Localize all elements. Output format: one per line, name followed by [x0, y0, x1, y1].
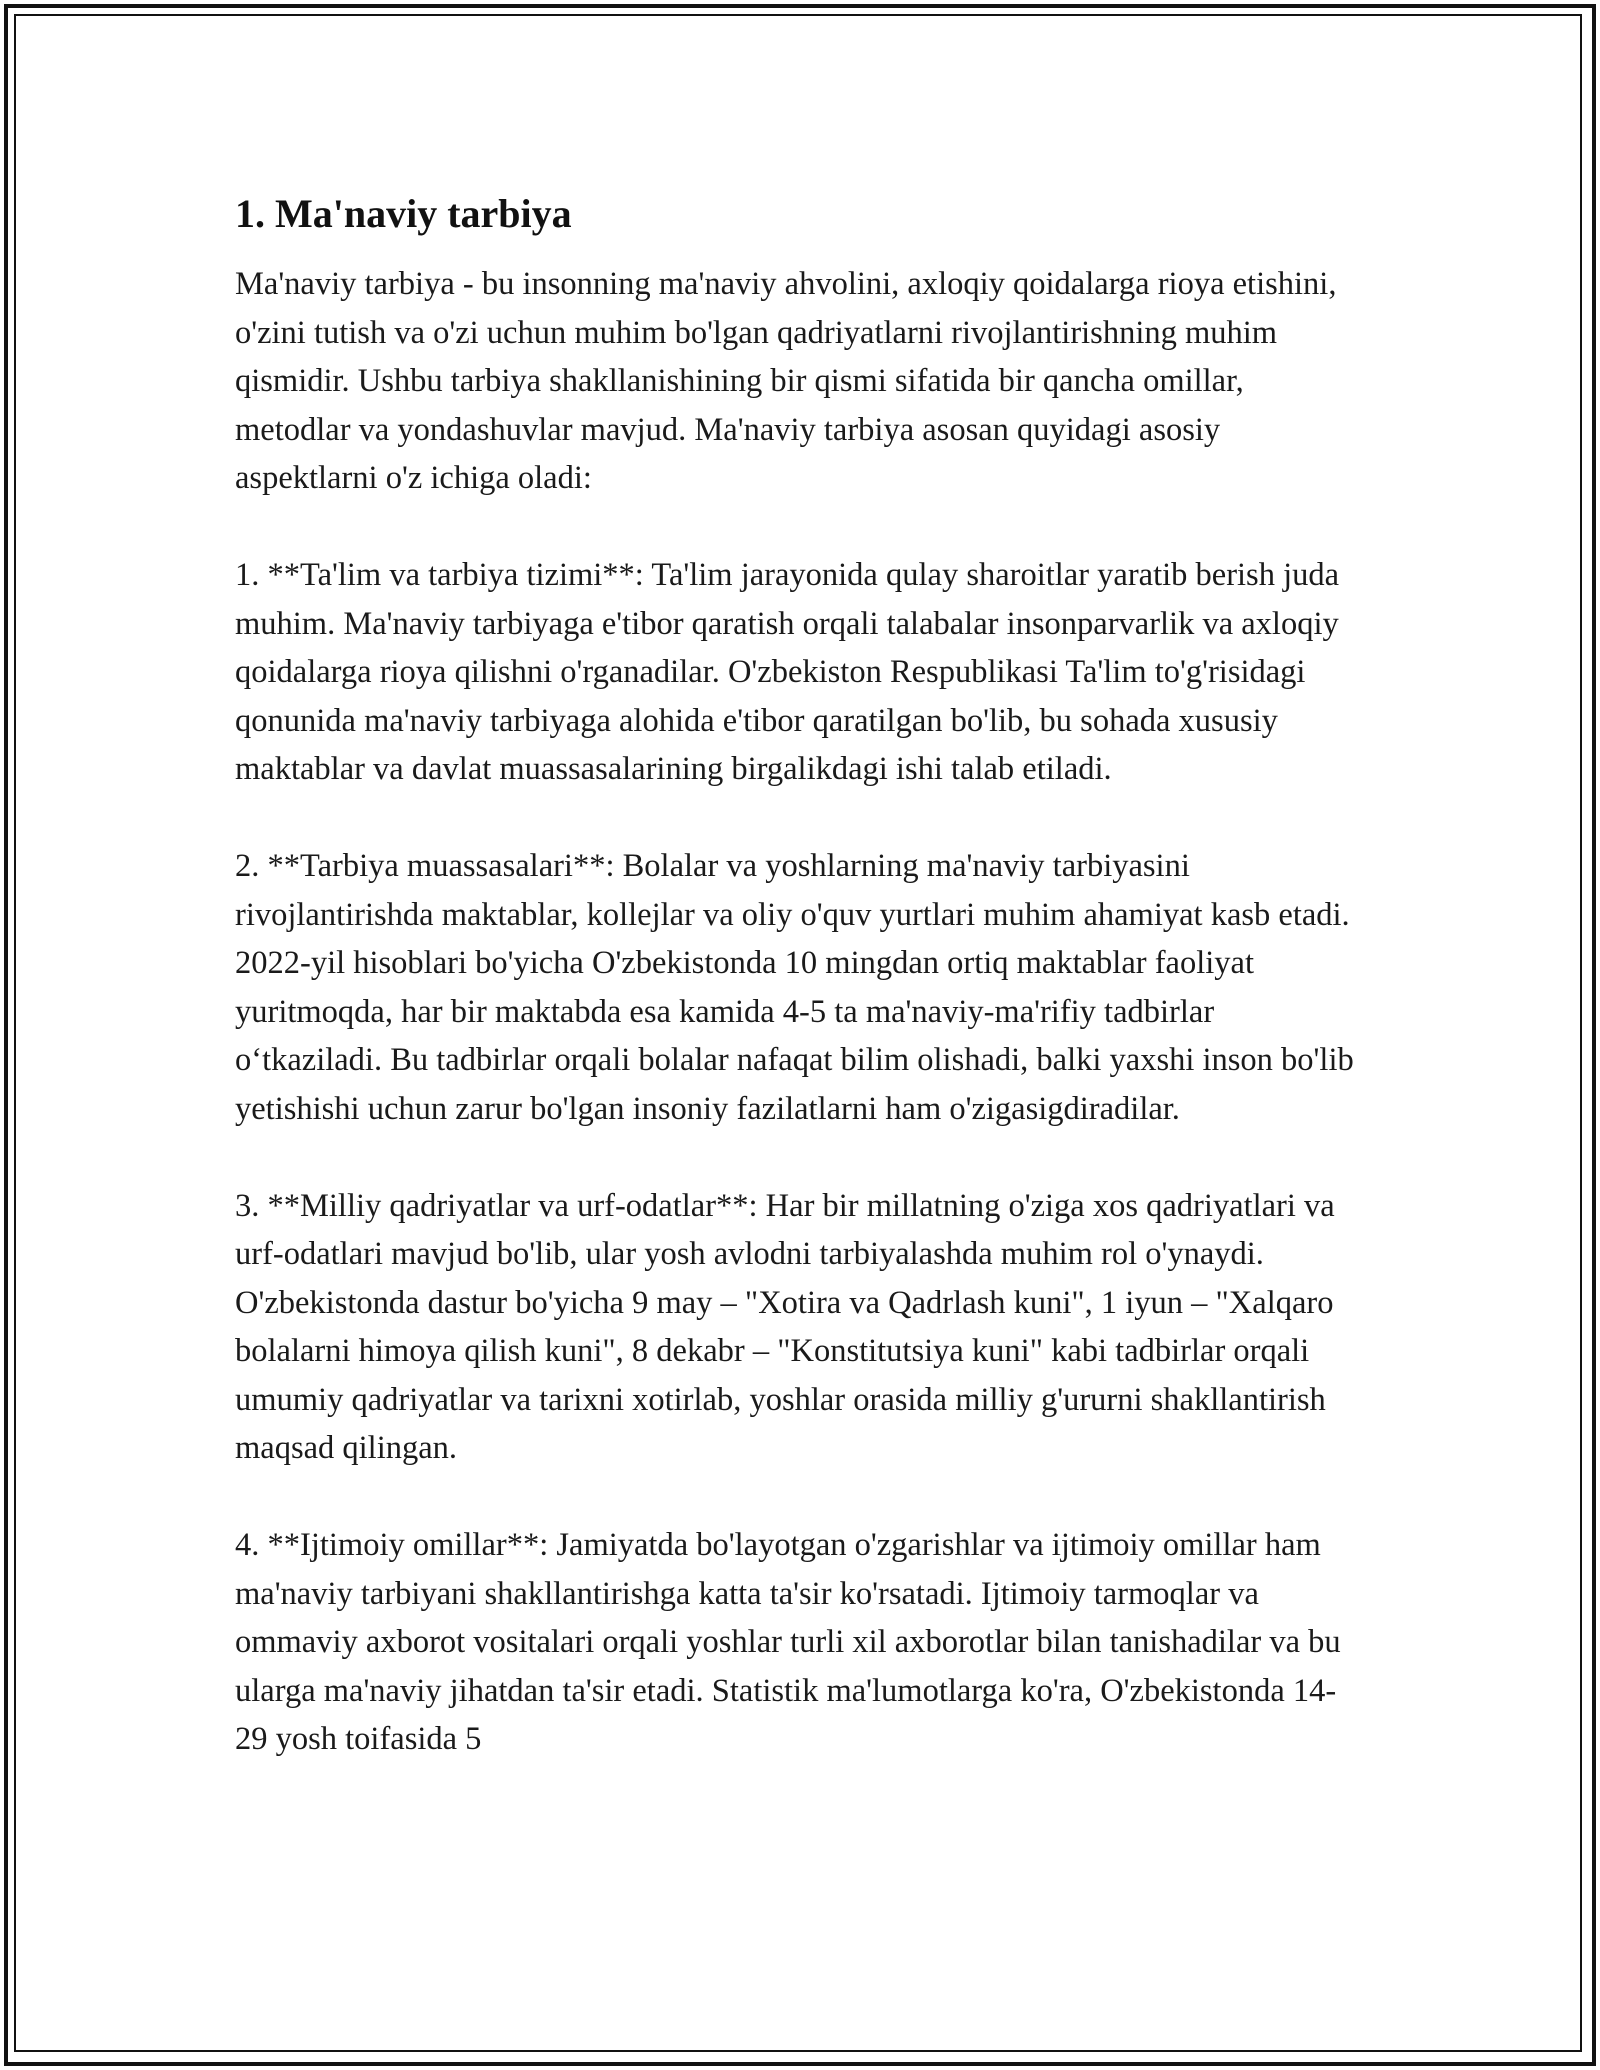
section-heading: 1. Ma'naviy tarbiya — [235, 191, 572, 236]
list-item-social-factors: 4. **Ijtimoiy omillar**: Jamiyatda bo'layotgan o'zgarishlar va ijtimoiy omillar ham ma'naviy tarbiyani shakllantirishga katta ta'sir ko'rsatadi. Ijtimoiy tarmoqlar va ommaviy axborot vositalari orqali yoshlar turli xil axborotlar bilan tanishadilar va bu ularga ma'naviy jihatdan ta'sir etadi. Statistik ma'lumotlarga ko'ra, O'zbekistonda 14-29 yosh toifasida 5 — [235, 1527, 1341, 1757]
intro-paragraph: Ma'naviy tarbiya - bu insonning ma'naviy ahvolini, axloqiy qoidalarga rioya etishini, o'zini tutish va o'zi uchun muhim bo'lgan qadriyatlarni rivojlantirishning muhim qismidir. Ushbu tarbiya shakllanishining bir qismi sifatida bir qancha omillar, metodlar va yondashuvlar mavjud. Ma'naviy tarbiya asosan quyidagi asosiy aspektlarni o'z ichiga oladi: — [235, 266, 1337, 496]
list-item-national-values: 3. **Milliy qadriyatlar va urf-odatlar**: Har bir millatning o'ziga xos qadriyatlari va urf-odatlari mavjud bo'lib, ular yosh avlodni tarbiyalashda muhim rol o'ynaydi. O'zbekistonda dastur bo'yicha 9 may – "Xotira va Qadrlash kuni", 1 iyun – "Xalqaro bolalarni himoya qilish kuni", 8 dekabr – "Konstitutsiya kuni" kabi tadbirlar orqali umumiy qadriyatlar va tarixni xotirlab, yoshlar orasida milliy g'ururni shakllantirish maqsad qilingan. — [235, 1187, 1335, 1466]
list-item-institutions: 2. **Tarbiya muassasalari**: Bolalar va yoshlarning ma'naviy tarbiyasini rivojlantirishda maktablar, kollejlar va oliy o'quv yurtlari muhim ahamiyat kasb etadi. 2022-yil hisoblari bo'yicha O'zbekistonda 10 mingdan ortiq maktablar faoliyat yuritmoqda, har bir maktabda esa kamida 4-5 ta ma'naviy-ma'rifiy tadbirlar o‘tkaziladi. Bu tadbirlar orqali bolalar nafaqat bilim olishadi, balki yaxshi inson bo'lib yetishishi uchun zarur bo'lgan insoniy fazilatlarni ham o'zigasigdiradilar. — [235, 848, 1354, 1127]
list-item-education-system: 1. **Ta'lim va tarbiya tizimi**: Ta'lim jarayonida qulay sharoitlar yaratib berish juda muhim. Ma'naviy tarbiyaga e'tibor qaratish orqali talabalar insonparvarlik va axloqiy qoidalarga rioya qilishni o'rganadilar. O'zbekiston Respublikasi Ta'lim to'g'risidagi qonunida ma'naviy tarbiyaga alohida e'tibor qaratilgan bo'lib, bu sohada xususiy maktablar va davlat muassasalarining birgalikdagi ishi talab etiladi. — [235, 557, 1340, 787]
document-body — [235, 188, 1365, 1812]
